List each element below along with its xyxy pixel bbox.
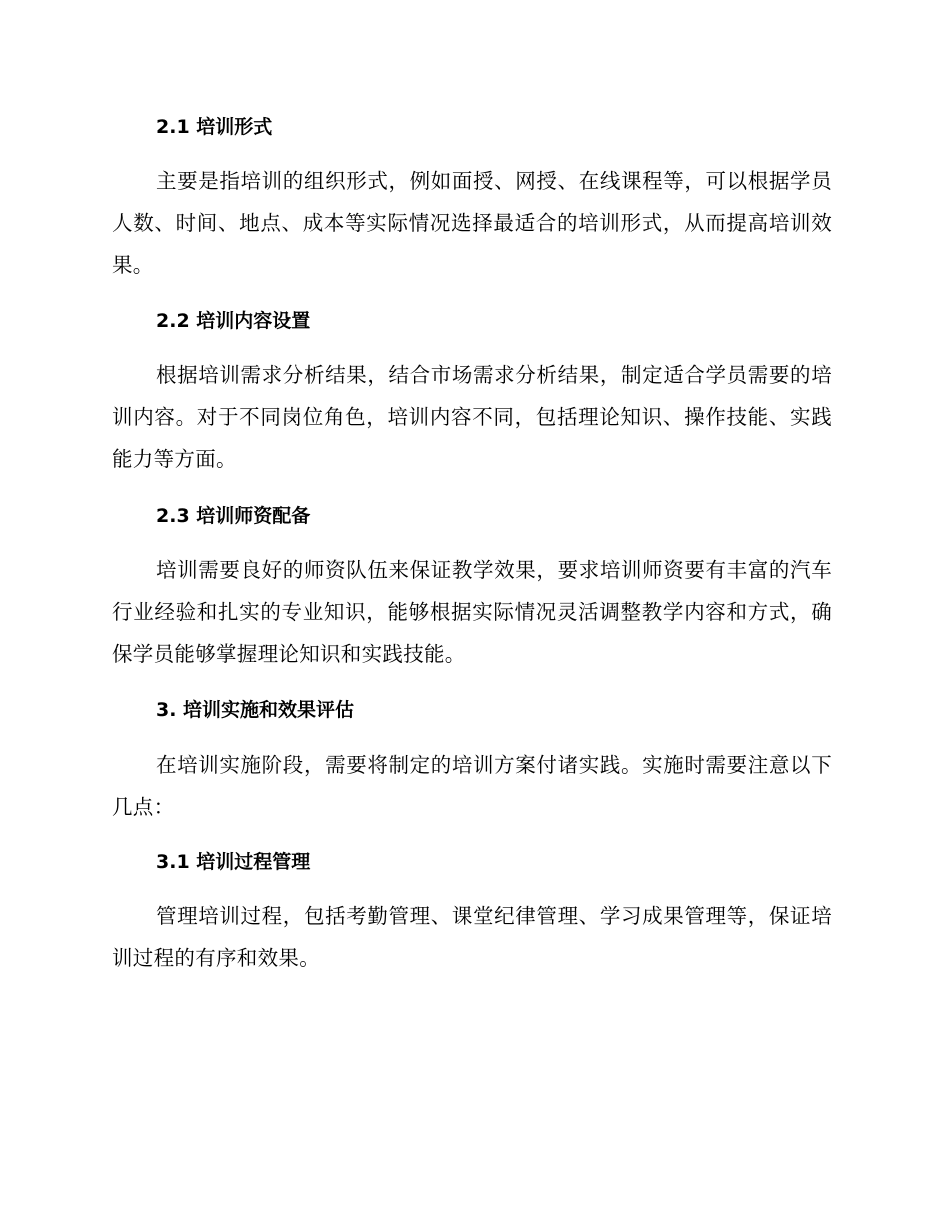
section-paragraph-2-3: 培训需要良好的师资队伍来保证教学效果，要求培训师资要有丰富的汽车行业经验和扎实的专业知识，能够根据实际情况灵活调整教学内容和方式，确保学员能够掌握理论知识和实践技能。: [112, 558, 832, 666]
section-heading-3-1: 3.1 培训过程管理: [156, 851, 311, 873]
section-paragraph-3: 在培训实施阶段，需要将制定的培训方案付诸实践。实施时需要注意以下几点：: [112, 753, 832, 819]
section-heading-3: 3. 培训实施和效果评估: [156, 699, 355, 721]
section-heading-2-3: 2.3 培训师资配备: [156, 505, 311, 527]
section-paragraph-2-2: 根据培训需求分析结果，结合市场需求分析结果，制定适合学员需要的培训内容。对于不同岗位角色，培训内容不同，包括理论知识、操作技能、实践能力等方面。: [112, 363, 832, 471]
section-paragraph-2-1: 主要是指培训的组织形式，例如面授、网授、在线课程等，可以根据学员人数、时间、地点、成本等实际情况选择最适合的培训形式，从而提高培训效果。: [112, 169, 832, 277]
section-heading-2-2: 2.2 培训内容设置: [156, 310, 311, 332]
section-paragraph-3-1: 管理培训过程，包括考勤管理、课堂纪律管理、学习成果管理等，保证培训过程的有序和效果。: [112, 904, 832, 970]
section-heading-2-1: 2.1 培训形式: [156, 116, 273, 138]
